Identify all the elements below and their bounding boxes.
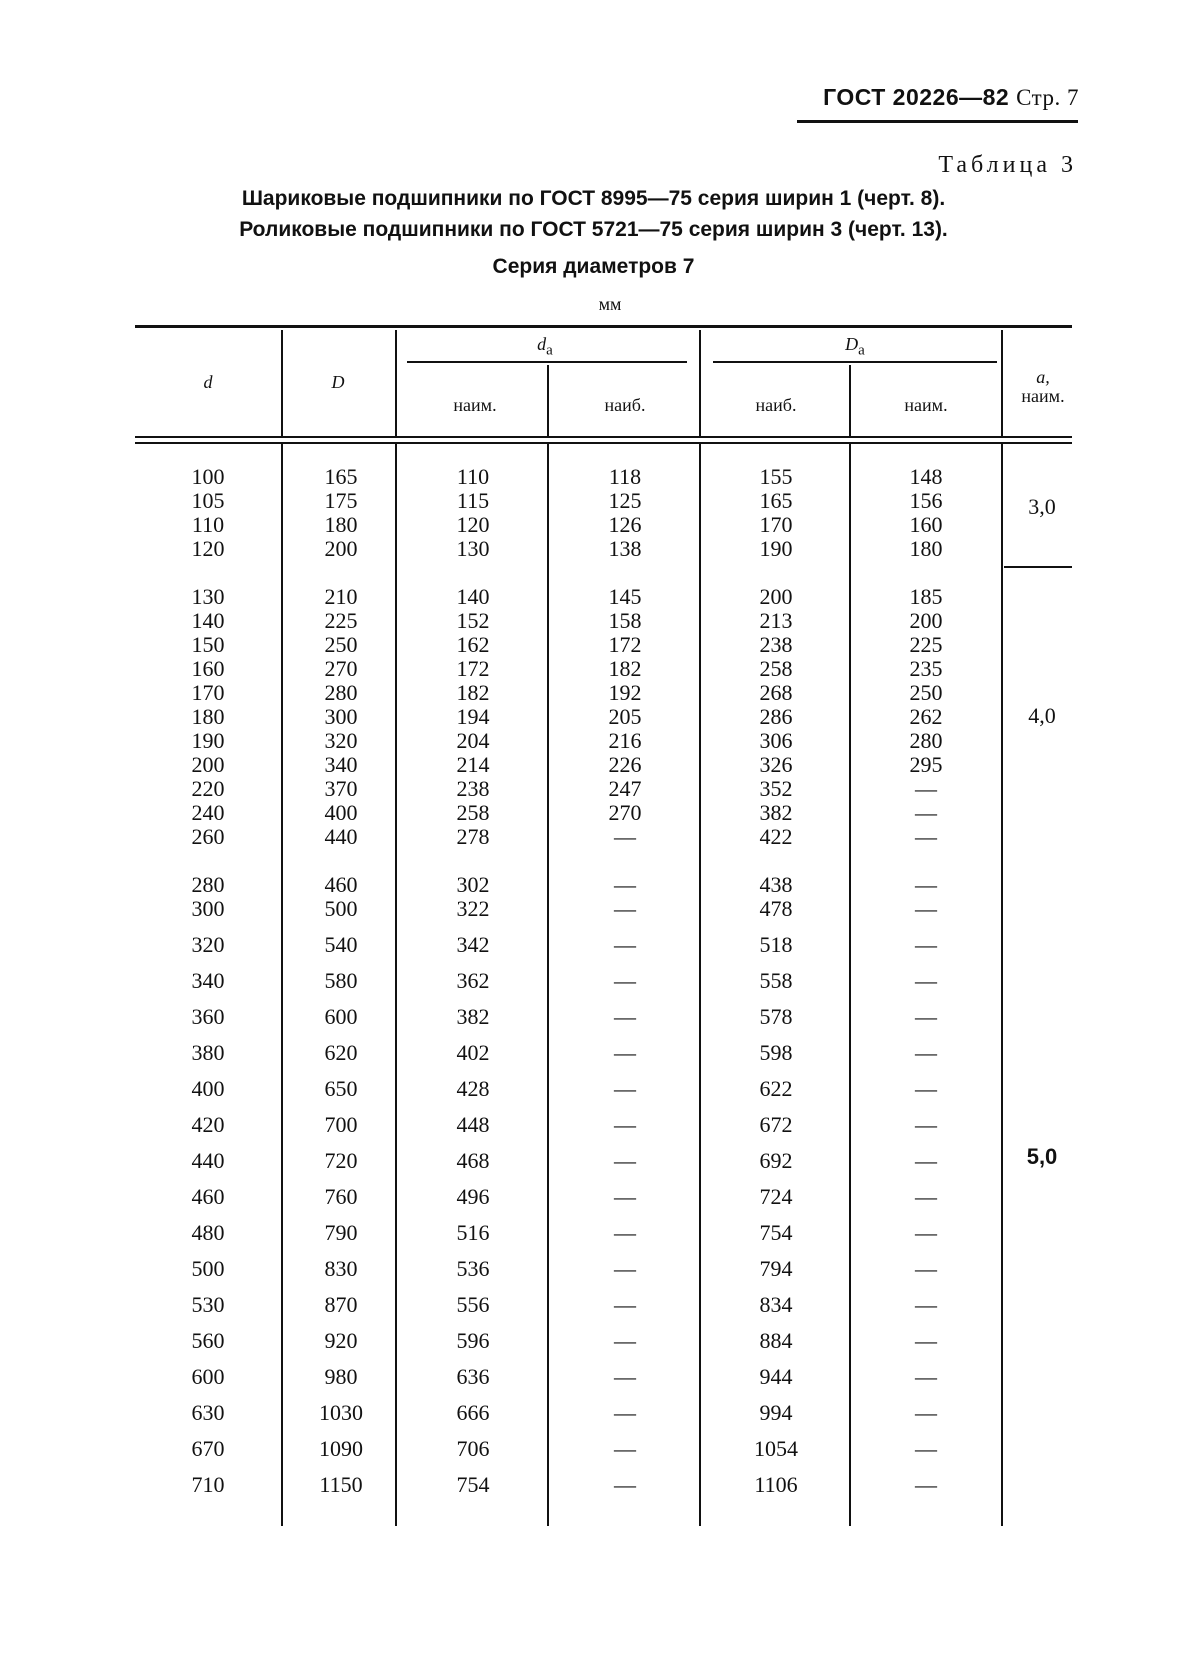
table-cell: 600 (324, 1004, 358, 1029)
table-cell: 700 (324, 1112, 358, 1137)
table-cell: 213 (759, 608, 793, 633)
table-cell: 235 (909, 656, 943, 681)
table-cell: 182 (456, 680, 490, 705)
table-cell: 302 (456, 872, 490, 897)
table-row (0, 657, 1187, 681)
table-cell: 580 (324, 968, 358, 993)
table-cell: 622 (759, 1076, 793, 1101)
col-header-D: D (331, 372, 345, 392)
table-label: Таблица 3 (938, 152, 1077, 178)
table-cell: 530 (191, 1292, 225, 1317)
table-cell: — (614, 1220, 636, 1245)
table-cell: 180 (324, 512, 358, 537)
table-cell: 225 (909, 632, 943, 657)
table-row (0, 609, 1187, 633)
table-cell: 306 (759, 728, 793, 753)
table-cell: 200 (324, 536, 358, 561)
table-row (0, 825, 1187, 849)
table-cell: — (614, 1256, 636, 1281)
table-cell: 172 (456, 656, 490, 681)
table-cell: 152 (456, 608, 490, 633)
table-cell: 148 (909, 464, 943, 489)
table-cell: 140 (456, 584, 490, 609)
table-row (0, 1005, 1187, 1029)
table-cell: 460 (191, 1184, 225, 1209)
table-row (0, 1185, 1187, 1209)
table-cell: 156 (909, 488, 943, 513)
table-cell: 362 (456, 968, 490, 993)
table-row (0, 1257, 1187, 1281)
table-cell: 180 (191, 704, 225, 729)
table-cell: 238 (759, 632, 793, 657)
table-cell: 790 (324, 1220, 358, 1245)
table-cell: 400 (324, 800, 358, 825)
table-cell: 262 (909, 704, 943, 729)
table-cell: 210 (324, 584, 358, 609)
table-cell: 160 (191, 656, 225, 681)
table-cell: 326 (759, 752, 793, 777)
table-cell: 172 (608, 632, 642, 657)
col-header-Da-max: наиб. (755, 395, 797, 415)
table-cell: — (915, 1256, 937, 1281)
table-row (0, 801, 1187, 825)
table-cell: 460 (324, 872, 358, 897)
table-cell: 270 (324, 656, 358, 681)
table-cell: — (614, 968, 636, 993)
table-cell: 226 (608, 752, 642, 777)
table-cell: — (915, 800, 937, 825)
table-cell: 706 (456, 1436, 490, 1461)
table-cell: 280 (909, 728, 943, 753)
table-row (0, 585, 1187, 609)
table-cell: — (915, 1292, 937, 1317)
table-row (0, 1293, 1187, 1317)
table-cell: 145 (608, 584, 642, 609)
table-cell: 754 (456, 1472, 490, 1497)
col-rule-5 (849, 365, 851, 436)
table-cell: — (614, 932, 636, 957)
table-cell: 440 (191, 1148, 225, 1173)
table-cell: — (915, 1436, 937, 1461)
table-cell: 382 (456, 1004, 490, 1029)
table-cell: 322 (456, 896, 490, 921)
table-cell: 754 (759, 1220, 793, 1245)
table-cell: 175 (324, 488, 358, 513)
table-cell: 794 (759, 1256, 793, 1281)
table-cell: 620 (324, 1040, 358, 1065)
col-header-Da-min: наим. (904, 395, 948, 415)
table-cell: — (915, 1112, 937, 1137)
table-cell: 204 (456, 728, 490, 753)
table-row (0, 729, 1187, 753)
table-cell: 300 (324, 704, 358, 729)
table-cell: — (915, 1076, 937, 1101)
table-row (0, 633, 1187, 657)
table-cell: 422 (759, 824, 793, 849)
table-cell: 920 (324, 1328, 358, 1353)
table-cell: 286 (759, 704, 793, 729)
caption-line-2: Роликовые подшипники по ГОСТ 5721—75 серия ширин 3 (черт. 13). (239, 218, 948, 241)
table-cell: 320 (324, 728, 358, 753)
table-cell: 884 (759, 1328, 793, 1353)
table-cell: 158 (608, 608, 642, 633)
table-cell: 150 (191, 632, 225, 657)
caption-line-1: Шариковые подшипники по ГОСТ 8995—75 серия ширин 1 (черт. 8). (241, 187, 946, 210)
table-cell: 105 (191, 488, 225, 513)
table-cell: 165 (324, 464, 358, 489)
table-cell: 556 (456, 1292, 490, 1317)
table-cell: 352 (759, 776, 793, 801)
table-cell: — (614, 824, 636, 849)
table-cell: 115 (456, 488, 490, 513)
table-cell: — (915, 932, 937, 957)
table-row (0, 1329, 1187, 1353)
table-cell: 214 (456, 752, 490, 777)
table-row (0, 753, 1187, 777)
table-cell: 100 (191, 464, 225, 489)
table-cell: 428 (456, 1076, 490, 1101)
table-cell: — (614, 1472, 636, 1497)
table-cell: 340 (191, 968, 225, 993)
table-cell: 478 (759, 896, 793, 921)
table-cell: 516 (456, 1220, 490, 1245)
table-cell: 360 (191, 1004, 225, 1029)
table-cell: 500 (324, 896, 358, 921)
table-cell: 596 (456, 1328, 490, 1353)
table-row (0, 969, 1187, 993)
table-cell: 380 (191, 1040, 225, 1065)
table-cell: — (915, 776, 937, 801)
table-cell: — (614, 1436, 636, 1461)
table-cell: — (614, 896, 636, 921)
table-cell: 724 (759, 1184, 793, 1209)
col-header-a: a, наим. (1021, 367, 1065, 406)
table-row (0, 1113, 1187, 1137)
table-cell: 118 (608, 464, 642, 489)
table-cell: — (915, 1184, 937, 1209)
table-cell: 225 (324, 608, 358, 633)
table-row (0, 897, 1187, 921)
table-cell: 138 (608, 536, 642, 561)
table-cell: 448 (456, 1112, 490, 1137)
table-cell: 130 (456, 536, 490, 561)
table-cell: 1090 (319, 1436, 363, 1461)
table-cell: 270 (608, 800, 642, 825)
table-cell: 500 (191, 1256, 225, 1281)
table-cell: 205 (608, 704, 642, 729)
table-cell: 240 (191, 800, 225, 825)
table-cell: 518 (759, 932, 793, 957)
Da-group-rule (713, 361, 997, 363)
table-cell: 300 (191, 896, 225, 921)
header-underline (797, 120, 1078, 123)
table-cell: 1054 (754, 1436, 798, 1461)
unit-label: мм (598, 294, 622, 314)
table-cell: 162 (456, 632, 490, 657)
table-row (0, 1473, 1187, 1497)
standard-number: ГОСТ 20226—82 (823, 84, 1010, 110)
col-rule-4 (699, 330, 701, 436)
table-cell: 400 (191, 1076, 225, 1101)
table-cell: 834 (759, 1292, 793, 1317)
col-header-da-max: наиб. (604, 395, 646, 415)
table-cell: — (614, 1292, 636, 1317)
col-rule-2 (395, 330, 397, 436)
table-cell: 438 (759, 872, 793, 897)
table-cell: — (614, 1328, 636, 1353)
header-bottom-rule-1 (135, 436, 1072, 438)
table-cell: — (614, 1076, 636, 1101)
table-cell: 250 (324, 632, 358, 657)
table-cell: 692 (759, 1148, 793, 1173)
table-cell: 170 (759, 512, 793, 537)
table-cell: 110 (191, 512, 225, 537)
table-cell: — (915, 1364, 937, 1389)
table-cell: 560 (191, 1328, 225, 1353)
table-cell: — (614, 1184, 636, 1209)
table-cell: 672 (759, 1112, 793, 1137)
table-top-rule (135, 325, 1072, 328)
table-cell: 190 (759, 536, 793, 561)
table-cell: — (915, 1472, 937, 1497)
table-cell: 540 (324, 932, 358, 957)
table-cell: — (915, 1328, 937, 1353)
table-row (0, 1041, 1187, 1065)
table-cell: 370 (324, 776, 358, 801)
table-cell: 220 (191, 776, 225, 801)
table-cell: 1106 (754, 1472, 798, 1497)
table-cell: 155 (759, 464, 793, 489)
table-cell: 666 (456, 1400, 490, 1425)
table-row (0, 1077, 1187, 1101)
table-cell: 670 (191, 1436, 225, 1461)
table-cell: 600 (191, 1364, 225, 1389)
table-cell: 1150 (319, 1472, 363, 1497)
table-cell: 260 (191, 824, 225, 849)
table-cell: 650 (324, 1076, 358, 1101)
table-cell: 468 (456, 1148, 490, 1173)
table-cell: 258 (456, 800, 490, 825)
table-cell: 480 (191, 1220, 225, 1245)
table-cell: 340 (324, 752, 358, 777)
table-row (0, 681, 1187, 705)
page-number: Стр. 7 (1016, 85, 1079, 110)
table-cell: 440 (324, 824, 358, 849)
table-cell: 120 (456, 512, 490, 537)
table-cell: 194 (456, 704, 490, 729)
table-cell: 200 (191, 752, 225, 777)
table-cell: 200 (759, 584, 793, 609)
col-header-da-min: наим. (453, 395, 497, 415)
table-cell: 200 (909, 608, 943, 633)
table-cell: 140 (191, 608, 225, 633)
table-cell: 720 (324, 1148, 358, 1173)
table-cell: 558 (759, 968, 793, 993)
table-cell: 402 (456, 1040, 490, 1065)
table-cell: 830 (324, 1256, 358, 1281)
table-cell: 870 (324, 1292, 358, 1317)
table-row (0, 1401, 1187, 1425)
table-cell: — (915, 1400, 937, 1425)
a-group-divider-1 (1004, 566, 1072, 568)
table-cell: — (915, 872, 937, 897)
table-cell: 598 (759, 1040, 793, 1065)
table-cell: — (915, 1004, 937, 1029)
table-cell: — (614, 1112, 636, 1137)
table-cell: 994 (759, 1400, 793, 1425)
header-bottom-rule-2 (135, 442, 1072, 444)
col-header-da: $d_a$ (537, 334, 553, 359)
table-cell: — (915, 824, 937, 849)
table-cell: — (915, 1220, 937, 1245)
page-header (823, 84, 1079, 111)
table-cell: 185 (909, 584, 943, 609)
table-row (0, 933, 1187, 957)
a-value-group-1: 3,0 (1028, 494, 1056, 519)
table-cell: 278 (456, 824, 490, 849)
table-row (0, 873, 1187, 897)
table-cell: 280 (191, 872, 225, 897)
table-cell: 496 (456, 1184, 490, 1209)
table-cell: 125 (608, 488, 642, 513)
table-row (0, 1221, 1187, 1245)
col-header-Da: $D_a$ (845, 334, 865, 359)
table-cell: 192 (608, 680, 642, 705)
table-cell: 247 (608, 776, 642, 801)
col-header-d: d (203, 372, 213, 392)
table-cell: 342 (456, 932, 490, 957)
table-cell: 944 (759, 1364, 793, 1389)
table-cell: 268 (759, 680, 793, 705)
table-cell: 110 (456, 464, 490, 489)
table-cell: 160 (909, 512, 943, 537)
table-cell: — (915, 968, 937, 993)
table-cell: — (614, 872, 636, 897)
table-cell: — (915, 896, 937, 921)
table-row (0, 777, 1187, 801)
table-cell: 636 (456, 1364, 490, 1389)
table-cell: — (614, 1040, 636, 1065)
table-cell: 578 (759, 1004, 793, 1029)
table-cell: 126 (608, 512, 642, 537)
caption-line-3: Серия диаметров 7 (492, 255, 695, 278)
table-cell: 216 (608, 728, 642, 753)
table-cell: 630 (191, 1400, 225, 1425)
table-cell: — (915, 1148, 937, 1173)
table-cell: 760 (324, 1184, 358, 1209)
a-value-group-3: 5,0 (1026, 1144, 1058, 1169)
table-row (0, 537, 1187, 561)
table-cell: — (614, 1364, 636, 1389)
table-cell: — (614, 1400, 636, 1425)
table-cell: 710 (191, 1472, 225, 1497)
table-cell: — (915, 1040, 937, 1065)
table-cell: 120 (191, 536, 225, 561)
col-rule-3 (547, 365, 549, 436)
table-cell: — (614, 1004, 636, 1029)
table-cell: 165 (759, 488, 793, 513)
table-cell: 320 (191, 932, 225, 957)
table-cell: 180 (909, 536, 943, 561)
table-cell: — (614, 1148, 636, 1173)
table-cell: 980 (324, 1364, 358, 1389)
table-cell: 295 (909, 752, 943, 777)
table-cell: 420 (191, 1112, 225, 1137)
table-cell: 382 (759, 800, 793, 825)
table-cell: 250 (909, 680, 943, 705)
table-cell: 238 (456, 776, 490, 801)
a-value-group-2: 4,0 (1028, 703, 1056, 728)
table-cell: 182 (608, 656, 642, 681)
table-cell: 170 (191, 680, 225, 705)
table-cell: 190 (191, 728, 225, 753)
table-cell: 258 (759, 656, 793, 681)
table-cell: 130 (191, 584, 225, 609)
table-cell: 536 (456, 1256, 490, 1281)
table-row (0, 465, 1187, 489)
table-row (0, 1437, 1187, 1461)
table-cell: 280 (324, 680, 358, 705)
table-cell: 1030 (319, 1400, 363, 1425)
da-group-rule (407, 361, 687, 363)
table-row (0, 1365, 1187, 1389)
